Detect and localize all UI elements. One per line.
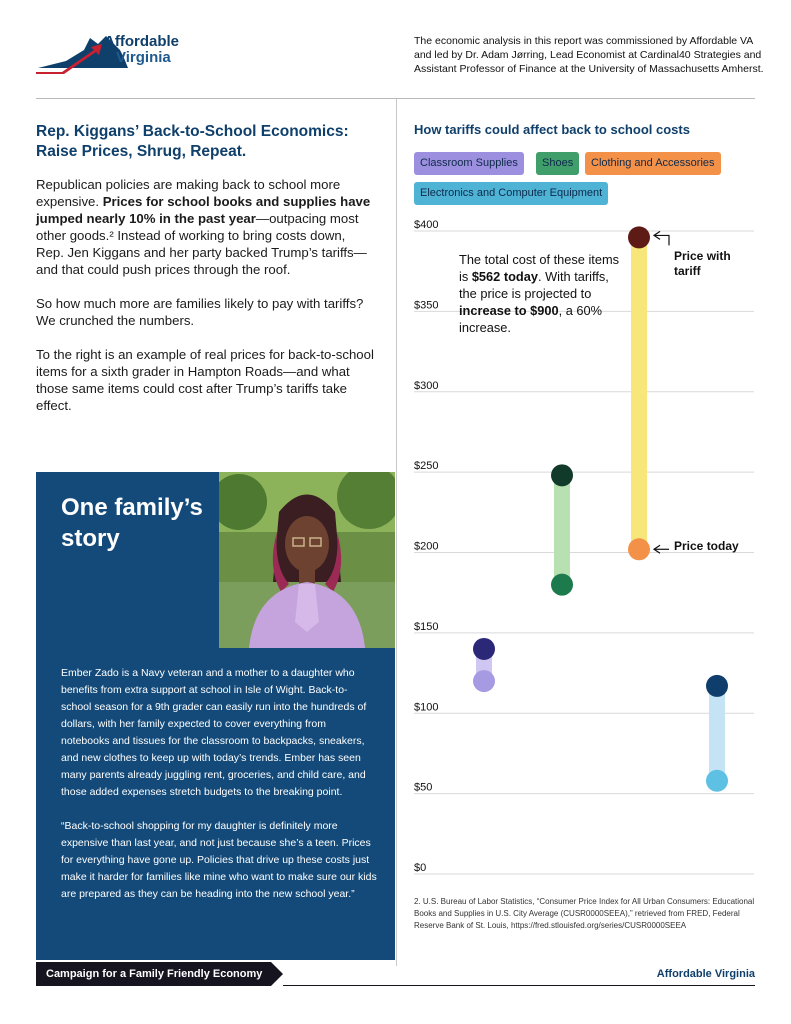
y-tick-label-350: $350 — [414, 299, 439, 312]
y-tick-label-150: $150 — [414, 620, 439, 633]
y-tick-label-100: $100 — [414, 701, 439, 714]
y-tick-label-400: $400 — [414, 219, 439, 231]
price-today-label: Price today — [674, 539, 739, 553]
dot-tariff-clothing-and-accessories — [628, 226, 650, 248]
footer-rule — [283, 985, 755, 986]
y-tick-label-300: $300 — [414, 379, 439, 392]
logo-line2: Virginia — [116, 49, 171, 66]
dot-today-electronics-and-computer-equipment — [706, 770, 728, 792]
footer-brand: Affordable Virginia — [656, 968, 755, 980]
chart-title: How tariffs could affect back to school costs — [414, 122, 690, 137]
legend-classroom-supplies: Classroom Supplies — [414, 152, 524, 175]
footer-arrow-shape — [271, 962, 283, 986]
dot-tariff-classroom-supplies — [473, 638, 495, 660]
left-column — [36, 122, 376, 431]
example-paragraph: To the right is an example of real prices for back-to-school items for a sixth grader in Hampton Roads—and what those same items could cost after Trump’s tariffs take effect. — [36, 347, 374, 413]
dot-tariff-shoes — [551, 464, 573, 486]
logo-wordmark — [104, 34, 179, 66]
dot-today-shoes — [551, 574, 573, 596]
legend-clothing-accessories: Clothing and Accessories — [585, 152, 721, 175]
y-tick-label-0: $0 — [414, 862, 427, 874]
cost-annotation: The total cost of these items is $562 today. With tariffs, the price is projected to increase to $900, a 60% increase. — [459, 252, 620, 335]
column-divider — [396, 99, 397, 966]
intro-paragraph: Republican policies are making back to school more expensive. Prices for school books and supplies have jumped nearly 10% in the past year—outpacing most other goods.² Instead of working to bring costs down, Rep. Jen Kiggans and her party backed Trump’s tariffs—and that could push prices through the roof. — [36, 177, 371, 277]
logo-line1: Affordable — [104, 33, 179, 50]
dot-today-clothing-and-accessories — [628, 538, 650, 560]
family-story-box — [36, 472, 395, 960]
legend-shoes: Shoes — [536, 152, 579, 175]
story-quote: “Back-to-school shopping for my daughter is definitely more expensive than last year, and not just because she’s a teen. Prices for everything have gone up. Policies that drive up these costs just make it harder for families like mine who want to make sure our kids are prepared as they can be heading into the new school year.” — [61, 820, 377, 900]
legend-electronics: Electronics and Computer Equipment — [414, 182, 608, 205]
dot-today-classroom-supplies — [473, 670, 495, 692]
family-story-title: One family’s story — [61, 494, 203, 552]
footnote-2: 2. U.S. Bureau of Labor Statistics, “Consumer Price Index for All Urban Consumers: Educational Books and Supplies in U.S. City Average (CUSR0000SEEA),” retrieved from FRED, Federal Reserve Bank of St. Louis, https://fred.stlouisfed.org/series/CUSR0000SEEA — [414, 897, 755, 930]
story-paragraph: Ember Zado is a Navy veteran and a mother to a daughter who benefits from extra support at school in Isle of Wight. Back-to-school season for a 9th grader can easily run into the hundreds of dollars, with her family expected to cover everything from notebooks and tissues for the classroom to backpacks, sneakers, and new clothes to keep up with today’s trends. Ember has seen many parents already juggling rent, groceries, and child care, and those added expenses stretch budgets to the breaking point. — [61, 667, 367, 798]
article-headline: Rep. Kiggans’ Back-to-School Economics: Raise Prices, Shrug, Repeat. — [36, 123, 349, 160]
ember-zado-photo — [219, 472, 395, 648]
dot-tariff-electronics-and-computer-equipment — [706, 675, 728, 697]
footer-campaign-label: Campaign for a Family Friendly Economy — [36, 962, 271, 986]
y-tick-label-250: $250 — [414, 460, 439, 473]
crunch-paragraph: So how much more are families likely to pay with tariffs? We crunched the numbers. — [36, 296, 364, 328]
key-stat: Prices for school books and supplies have jumped nearly 10% in the past year — [36, 194, 371, 226]
analysis-credits: The economic analysis in this report was commissioned by Affordable VA and led by Dr. Adam Jørring, Lead Economist at Cardinal40 Strategies and Assistant Professor of Finance at the University of Massachusetts Amherst. — [414, 35, 764, 75]
family-story-body — [61, 665, 377, 920]
y-tick-label-200: $200 — [414, 540, 439, 553]
y-tick-label-50: $50 — [414, 781, 433, 794]
price-with-tariff-label: Price with tariff — [674, 249, 731, 278]
